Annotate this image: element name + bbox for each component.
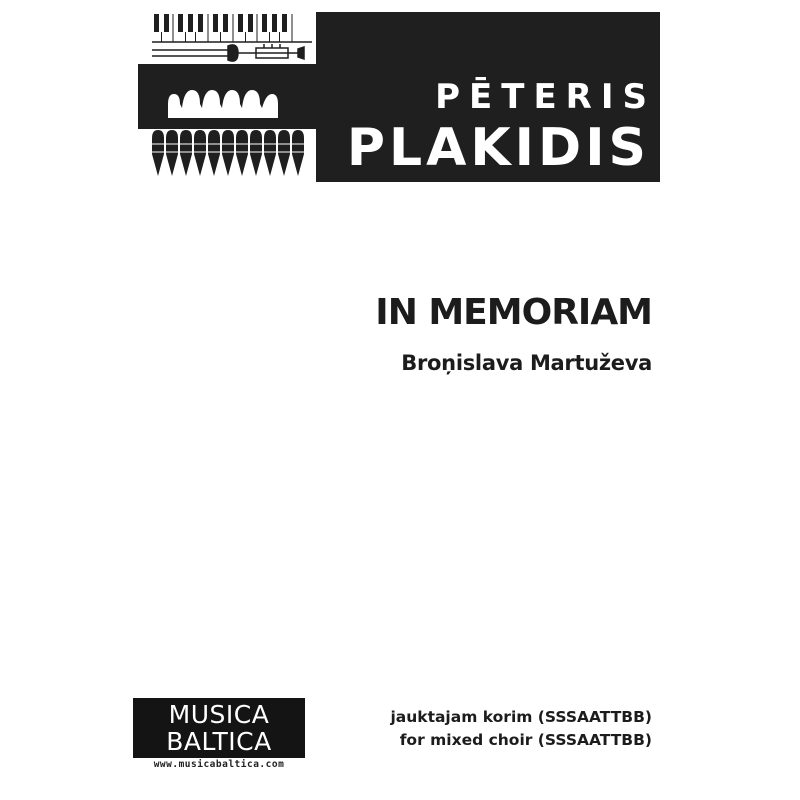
- logo-line-musica: MUSICA: [168, 700, 270, 729]
- publisher-url: www.musicabaltica.com: [153, 759, 285, 770]
- logo-line-baltica: BALTICA: [166, 727, 272, 756]
- organ-pipes-icon: [138, 129, 316, 182]
- work-subtitle: Broņislava Martuževa: [401, 351, 652, 375]
- instrument-icons: [138, 12, 316, 182]
- composer-last-name: PLAKIDIS: [346, 118, 650, 178]
- piano-keys-icon: [152, 14, 312, 42]
- composer-first-name: PĒTERIS: [435, 77, 656, 117]
- drum-icon: [168, 90, 278, 118]
- trumpet-icon: [152, 44, 304, 61]
- composer-name: [346, 77, 656, 178]
- publisher-logo: [133, 698, 305, 758]
- work-title: IN MEMORIAM: [375, 292, 652, 333]
- scoring-english: for mixed choir (SSSAATTBB): [399, 731, 652, 749]
- scoring-info: [390, 706, 652, 752]
- scoring-latvian: jauktajam korim (SSSAATTBB): [390, 708, 652, 726]
